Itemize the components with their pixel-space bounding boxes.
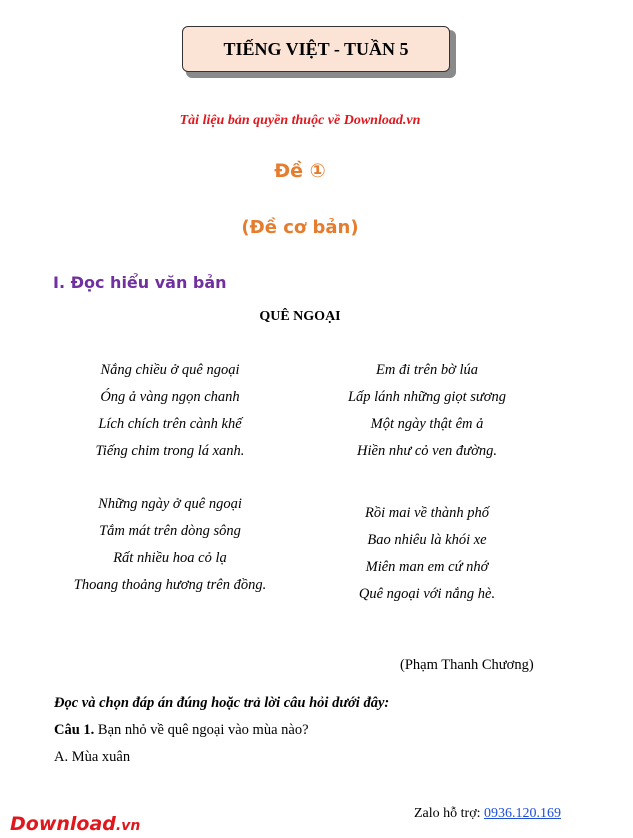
question-instruction: Đọc và chọn đáp án đúng hoặc trả lời câu hỏi dưới đây: bbox=[54, 695, 390, 711]
page-title bbox=[182, 26, 450, 72]
poem-line: Nắng chiều ở quê ngoại bbox=[100, 362, 240, 378]
logo-main-text: Download bbox=[10, 813, 116, 835]
poem-line: Óng ả vàng ngọn chanh bbox=[100, 389, 240, 405]
question-1-option-a: A. Mùa xuân bbox=[54, 749, 131, 765]
exam-level: (Đề cơ bản) bbox=[241, 217, 359, 238]
page-title-text: TIẾNG VIỆT - TUẦN 5 bbox=[223, 38, 409, 59]
poem-stanza-1 bbox=[40, 357, 300, 465]
poem-line: Em đi trên bờ lúa bbox=[376, 362, 478, 378]
support-contact bbox=[414, 806, 561, 822]
support-phone-link[interactable]: 0936.120.169 bbox=[484, 806, 561, 821]
copyright-notice: Tài liệu bản quyền thuộc về Download.vn bbox=[179, 113, 421, 128]
poem-line: Những ngày ở quê ngoại bbox=[98, 496, 242, 512]
poem-line: Miên man em cứ nhớ bbox=[365, 559, 489, 575]
download-logo[interactable] bbox=[10, 813, 140, 835]
poem-stanza-2 bbox=[297, 357, 557, 465]
poem-stanza-4 bbox=[297, 500, 557, 608]
question-1-label: Câu 1. bbox=[54, 722, 95, 738]
question-1-text: Bạn nhỏ về quê ngoại vào mùa nào? bbox=[94, 722, 309, 738]
poem-line: Rất nhiều hoa cỏ lạ bbox=[113, 550, 227, 566]
poem-title: QUÊ NGOẠI bbox=[259, 309, 341, 324]
poem-line: Rồi mai về thành phố bbox=[364, 505, 490, 521]
logo-suffix-text: .vn bbox=[115, 818, 141, 834]
poem-line: Hiền như cỏ ven đường. bbox=[357, 443, 497, 459]
poem-line: Quê ngoại với nắng hè. bbox=[358, 586, 496, 602]
poem-line: Thoang thoảng hương trên đồng. bbox=[73, 577, 267, 593]
poem-line: Tiếng chim trong lá xanh. bbox=[95, 443, 245, 459]
poem-line: Một ngày thật êm ả bbox=[370, 416, 484, 432]
poem-line: Lấp lánh những giọt sương bbox=[347, 389, 507, 405]
exam-number: Đề ① bbox=[274, 160, 326, 182]
section-heading: I. Đọc hiểu văn bản bbox=[53, 273, 227, 292]
support-label: Zalo hỗ trợ: bbox=[414, 806, 484, 821]
poem-stanza-3 bbox=[40, 491, 300, 599]
question-1 bbox=[54, 722, 309, 739]
poem-author: (Phạm Thanh Chương) bbox=[400, 657, 534, 673]
poem-line: Bao nhiêu là khói xe bbox=[367, 532, 487, 548]
poem-line: Lích chích trên cành khế bbox=[98, 416, 242, 432]
poem-line: Tắm mát trên dòng sông bbox=[99, 523, 241, 539]
